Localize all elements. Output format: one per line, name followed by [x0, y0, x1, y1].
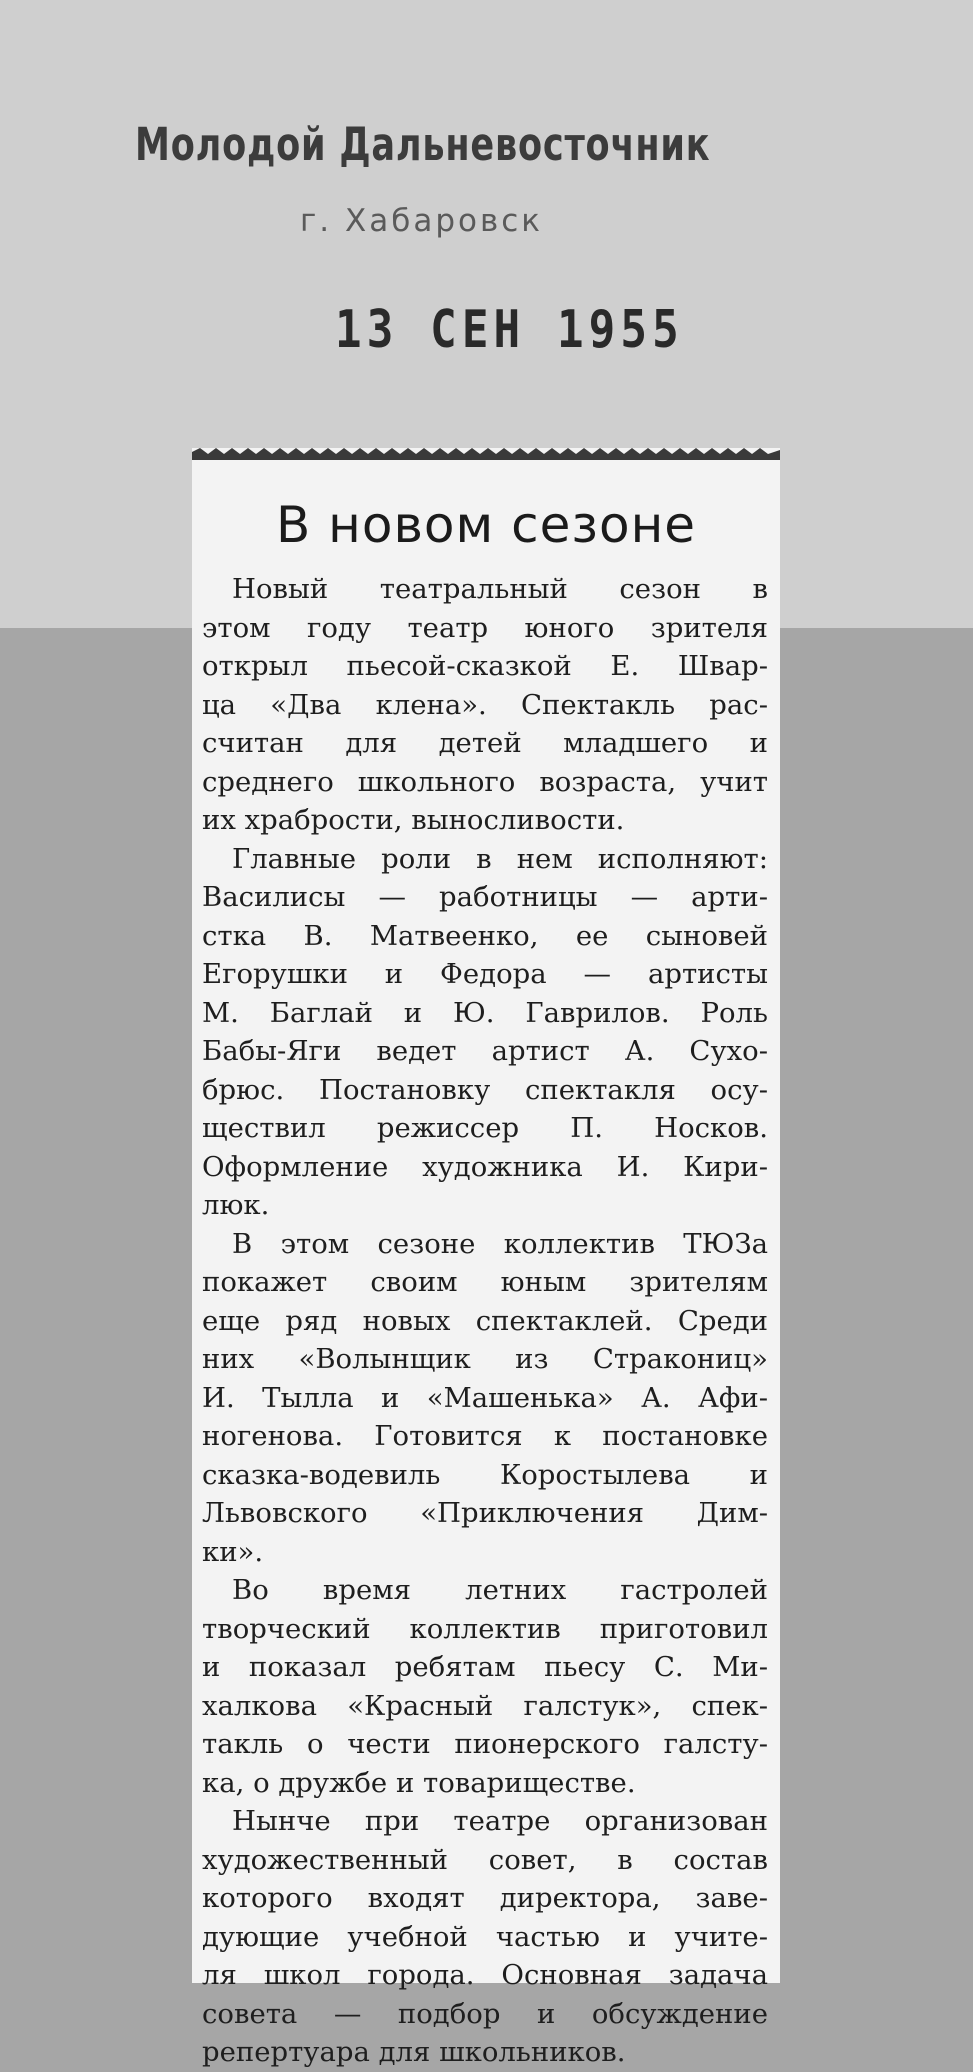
article-headline: В новом сезоне [275, 496, 697, 554]
text-line: Во время летних гастролей [232, 1574, 768, 1606]
text-line: Львовского «Приключения Дим- [202, 1497, 768, 1529]
text-line: Нынче при театре организован [232, 1805, 768, 1837]
text-line: И. Тылла и «Машенька» А. Афи- [202, 1381, 768, 1414]
text-line: открыл пьесой-сказкой Е. Швар- [202, 650, 768, 682]
text-line: Егорушки и Федора — артисты [202, 958, 768, 990]
text-line: Оформление художника И. Кири- [202, 1150, 768, 1183]
torn-edge [192, 446, 780, 460]
text-line: ществил режиссер П. Носков. [202, 1112, 768, 1144]
text-line: ки». [202, 1535, 264, 1568]
text-line: брюс. Постановку спектакля осу- [202, 1073, 768, 1106]
article-paragraph [202, 1571, 768, 1802]
article-body [202, 570, 768, 2072]
text-line: В этом сезоне коллектив ТЮЗа [232, 1227, 768, 1260]
text-line: халкова «Красный галстук», спек- [202, 1689, 768, 1722]
article-paragraph [202, 1802, 768, 2072]
text-line: Главные роли в нем исполняют: [232, 842, 768, 875]
text-line: ля школ города. Основная задача [202, 1959, 768, 1991]
text-line: среднего школьного возраста, учит [202, 765, 768, 798]
text-line: их храбрости, выносливости. [202, 804, 625, 836]
text-line: покажет своим юным зрителям [202, 1266, 768, 1298]
text-line: сказка-водевиль Коростылева и [202, 1458, 768, 1491]
text-line: считан для детей младшего и [202, 727, 768, 759]
article-paragraph [202, 1225, 768, 1572]
newspaper-clipping [192, 448, 780, 2068]
text-line: них «Волынщик из Стракониц» [202, 1343, 768, 1375]
city-stamp: г. Хабаровск [300, 203, 544, 239]
text-line: Василисы — работницы — арти- [202, 881, 768, 913]
text-line: стка В. Матвеенко, ее сыновей [202, 919, 768, 952]
text-line: М. Баглай и Ю. Гаврилов. Роль [202, 996, 768, 1029]
text-line: дующие учебной частью и учите- [202, 1920, 768, 1953]
text-line: репертуара для школьников. [202, 2036, 626, 2068]
text-line: совета — подбор и обсуждение [202, 1997, 768, 2030]
text-line: ногенова. Готовится к постановке [202, 1420, 768, 1452]
text-line: художественный совет, в состав [202, 1843, 768, 1876]
text-line: ца «Два клена». Спектакль рас- [202, 688, 768, 721]
text-line: люк. [202, 1189, 270, 1221]
text-line: Бабы-Яги ведет артист А. Сухо- [202, 1035, 768, 1067]
text-line: ка, о дружбе и товариществе. [202, 1766, 636, 1799]
text-line: творческий коллектив приготовил [202, 1612, 768, 1645]
text-line: еще ряд новых спектаклей. Среди [202, 1304, 768, 1337]
text-line: Новый театральный сезон в [232, 573, 768, 605]
newspaper-name-stamp: Молодой Дальневосточник [135, 118, 711, 171]
article-paragraph [202, 840, 768, 1225]
text-line: такль о чести пионерского галсту- [202, 1728, 768, 1760]
text-line: этом году театр юного зрителя [202, 611, 768, 644]
date-stamp: 13 СЕН 1955 [335, 300, 684, 360]
article-paragraph [202, 570, 768, 840]
text-line: и показал ребятам пьесу С. Ми- [202, 1651, 768, 1683]
text-line: которого входят директора, заве- [202, 1882, 768, 1914]
